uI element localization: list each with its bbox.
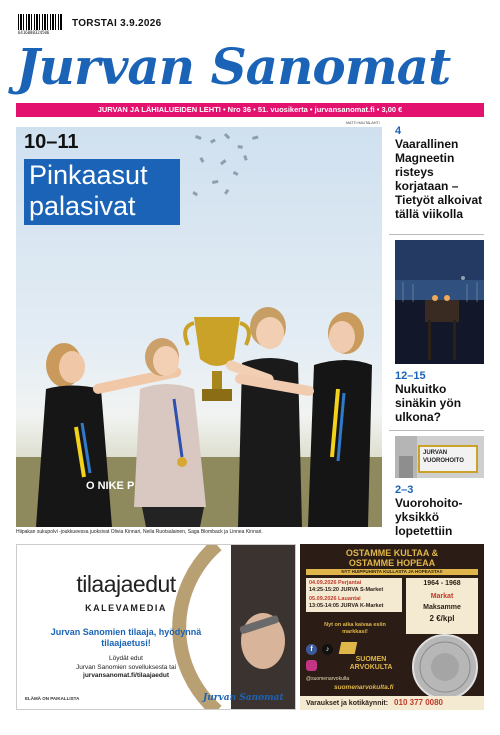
website-link[interactable]: suomenarvokulta.fi [334, 684, 394, 691]
tiktok-icon[interactable]: ♪ [322, 644, 333, 655]
coin-years: 1964 - 1968 [423, 580, 461, 587]
sidebar-story-1[interactable] [395, 125, 484, 221]
phone-label: Varaukset ja kotikäynnit: [306, 700, 389, 707]
night-photo [395, 240, 484, 364]
issue-date: TORSTAI 3.9.2026 [72, 18, 162, 29]
ad-body-link[interactable]: jurvansanomat.fi/tilaajaedut [83, 672, 169, 679]
story-headline: Vuorohoito-yksikkö lopetettiin [395, 496, 463, 538]
hero-page-ref: 10–11 [24, 131, 79, 153]
story-page-ref: 4 [395, 125, 402, 137]
gold-ad-schedule [306, 578, 402, 612]
hero-caption: Hiipakan sukupolvi -joukkueessa juoksivat Olivia Kinnari, Neila Ruotsalainen, Saga Blomback ja Linnea Kinnari. [16, 529, 263, 535]
price-label: Maksamme [423, 604, 461, 611]
sidebar-story-2[interactable] [395, 370, 484, 424]
jersey-text: O NIKE P [86, 480, 135, 492]
coin-label: Markat [430, 593, 454, 600]
sidebar-divider [389, 430, 484, 431]
ad-footer-logo: Jurvan Sanomat [203, 693, 284, 703]
sign-text: JURVAN VUOROHOITO [423, 450, 464, 464]
phone-bar [300, 696, 484, 710]
ad-body-line: Löydät edut [109, 655, 143, 662]
photo-credit: MATTI HAUTALAHTI [346, 121, 380, 125]
barcode [18, 14, 62, 30]
confetti-illustration [192, 133, 258, 196]
ad-headline: Jurvan Sanomien tilaaja, hyödynnä tilaajaetusi! [50, 627, 202, 648]
barcode-number: 6416880324506 [18, 30, 50, 35]
story-page-ref: 2–3 [395, 484, 414, 496]
hero-headline[interactable]: Pinkaasut palasivat [24, 159, 180, 225]
girl-2-illustration [134, 338, 206, 527]
building-sign-photo [395, 436, 484, 478]
facebook-icon[interactable]: f [306, 644, 317, 655]
kalevamedia-brand: KALEVAMEDIA [85, 603, 167, 613]
trophy-illustration [185, 317, 249, 401]
brand-line: SUOMEN [355, 656, 387, 663]
story-page-ref: 12–15 [395, 370, 426, 382]
sidebar-divider [389, 234, 484, 235]
gold-bar-icon [339, 642, 358, 654]
tagline-bar: JURVAN JA LÄHIALUEIDEN LEHTI • Nro 36 • 51. vuosikerta • jurvansanomat.fi • 3,00 € [16, 103, 484, 117]
coin-icon [410, 632, 480, 702]
story-headline: Vaarallinen Magneetin risteys korjataan – Tietyöt alkoivat tällä viikolla [395, 137, 483, 221]
ad-body-line: Jurvan Sanomien sovelluksesta tai [75, 663, 177, 671]
tilaajaedut-logo: tilaajaedut [76, 571, 176, 597]
coin-price: 2 €/kpl [429, 614, 455, 623]
ad-footer-slogan: ELÄMÄ ON PAIKALLISTA [25, 696, 80, 701]
tilaajaedut-ad[interactable] [16, 544, 296, 710]
hero-story[interactable] [16, 127, 382, 527]
social-handle[interactable]: @suomenarvokulta [306, 676, 350, 682]
gold-ad-subline: NYT HUIPPUHINTA KULLASTA JA HOPEASTA!! [306, 569, 478, 575]
gold-ad-headline-1: OSTAMME KULTAA & [345, 548, 439, 558]
gold-ad-brand [336, 656, 406, 672]
sidebar-story-3[interactable] [395, 484, 484, 538]
brand-line: ARVOKULTA [349, 664, 393, 671]
gold-ad-promo: Nyt on aika kaivaa esiin markkasi! [324, 622, 386, 635]
schedule-date: 04.09.2026 Perjantai [309, 580, 362, 586]
schedule-date: 05.09.2026 Lauantai [309, 596, 361, 602]
instagram-icon[interactable] [306, 660, 317, 671]
gold-ad-price-box [406, 578, 478, 634]
story-headline: Nukuitko sinäkin yön ulkona? [395, 382, 462, 424]
gold-ad-headline-2: OSTAMME HOPEAA [348, 558, 436, 568]
gold-buying-ad[interactable] [300, 544, 484, 710]
phone-number[interactable]: 010 377 0080 [394, 698, 443, 707]
schedule-time: 13:05-14:05 JURVA K-Market [309, 603, 384, 609]
masthead-logo[interactable]: Jurvan Sanomat [16, 37, 451, 96]
ad-body [31, 655, 221, 681]
schedule-time: 14:25-15:20 JURVA S-Market [309, 587, 384, 593]
